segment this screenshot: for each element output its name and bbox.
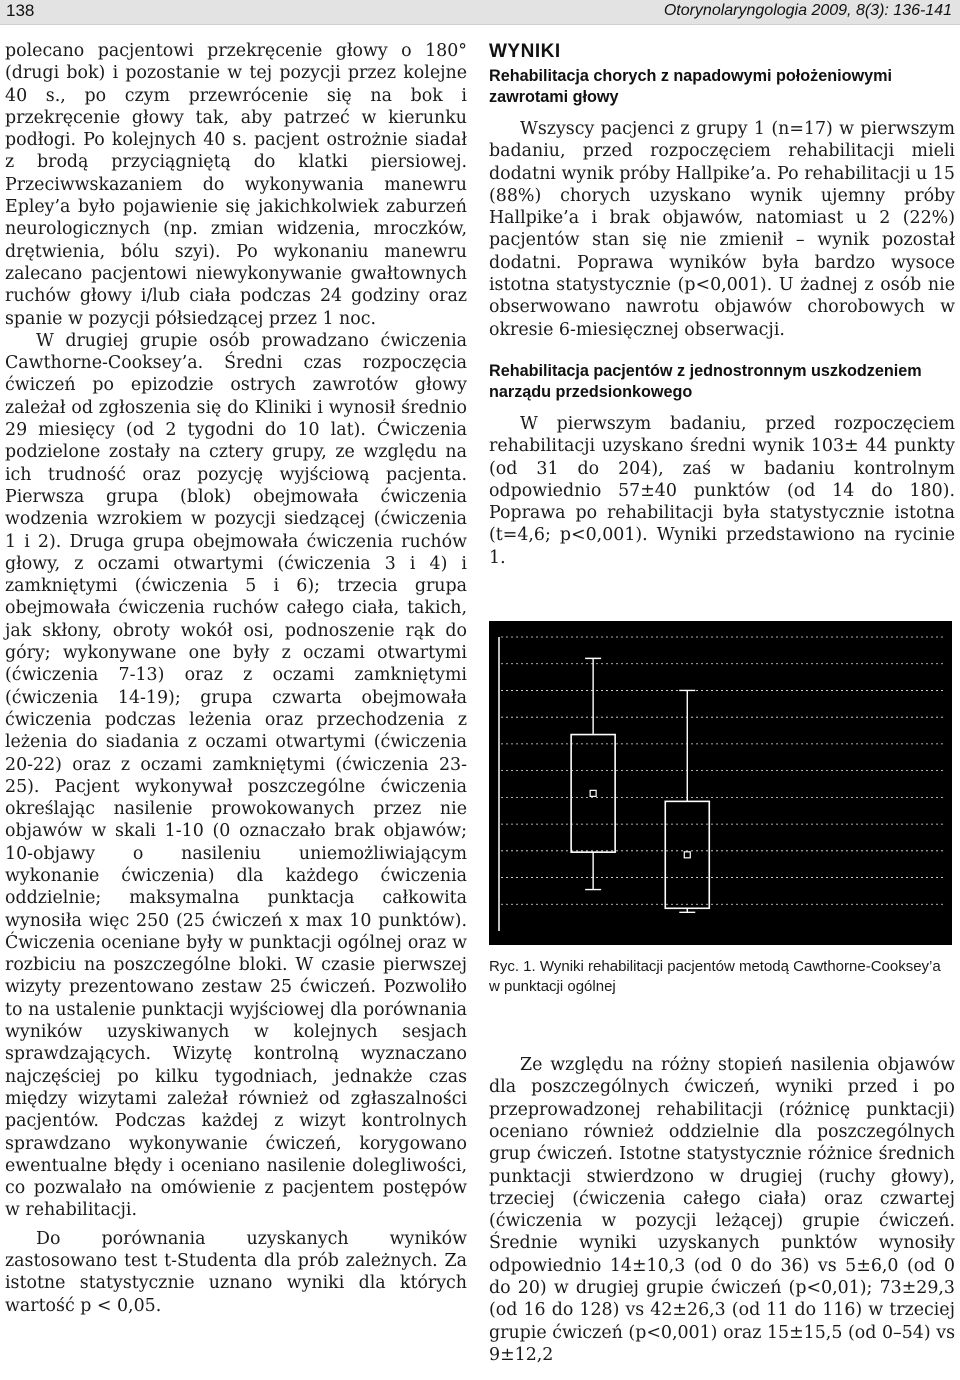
left-column <box>5 40 467 1317</box>
mean-marker <box>684 852 690 858</box>
body-paragraph: W drugiej grupie osób prowadzano ćwiczenia Cawthorne-Cooksey’a. Średni czas rozpoczęcia ćwiczeń po epizodzie ostrych zawrotów głowy zależał od zgłoszenia się do Kliniki i wynosił średnio 29 miesięcy (od 2 tygodni do 10 lat). Ćwiczenia podzielone zostały na cztery grupy, ze względu na ich trudność oraz pozycję wyjściową pacjenta. Pierwsza grupa (blok) obejmowała ćwiczenia wodzenia wzrokiem w pozycji siedzącej (ćwiczenia 1 i 2). Druga grupa obejmowała ćwiczenia ruchów głowy, z oczami otwartymi (ćwiczenia 3 i 4) i zamkniętymi (ćwiczenia 5 i 6); trzecia grupa obejmowała ćwiczenia ruchów całego ciała, takich, jak skłony, obroty wokół osi, podnoszenie rąk do góry; wykonywane one były z oczami otwartymi (ćwiczenia 7-13) oraz z oczami zamkniętymi (ćwiczenia 14-19); grupa czwarta obejmowała ćwiczenia podczas leżenia oraz przechodzenia z leżenia do siadania z oczami otwartymi (ćwiczenia 20-22) oraz z oczami zamkniętymi (ćwiczenia 23-25). Pacjent wykonywał poszczególne ćwiczenia określając nasilenie prowokowanych przez nie objawów w skali 1-10 (0 oznaczało brak objawów; 10-objawy o nasileniu uniemożliwiającym wykonanie ćwiczenia) dla każdego ćwiczenia oddzielnie; maksymalna punktacja całkowita wynosiła więc 250 (25 ćwiczeń x max 10 punktów). Ćwiczenia oceniane były w punktacji ogólnej oraz w rozbiciu na poszczególne bloki. W czasie pierwszej wizyty prezentowano zestaw 25 ćwiczeń. Pozwoliło to na ustalenie punktacji wyjściowej dla porównania wyników uzyskiwanych w kolejnych sesjach sprawdzających. Wizytę kontrolną wyznaczano najczęściej po kilku tygodniach, jednakże czas między wizytami zależał również od zgłaszalności pacjentów. Podczas każdej z wizyt kontrolnych sprawdzano wykonywanie ćwiczeń, korygowano ewentualne błędy i oceniano nasilenie dolegliwości, co pozwalało na omówienie z pacjentem postępów w rehabilitacji. <box>5 330 467 1221</box>
right-column <box>489 40 955 1366</box>
body-paragraph: polecano pacjentowi przekręcenie głowy o 180° (drugi bok) i pozostanie w tej pozycji przez kolejne 40 s., po czym przewrócenie się na bok i przekręcenie głowy tak, aby patrzeć w kierunku podłogi. Po kolejnych 40 s. pacjent ostrożnie siadał z brodą przyciągniętą do klatki piersiowej. Przeciwwskazaniem do wykonywania manewru Epley’a było pojawienie się jakichkolwiek zaburzeń neurologicznych (np. zmian widzenia, mroczków, drętwienia, bólu szyi). Po wykonaniu manewru zalecano pacjentowi niewykonywanie gwałtownych ruchów głowy i/lub ciała podczas 24 godziny oraz spanie w pozycji półsiedzącej przez 1 noc. <box>5 41 467 329</box>
subsection-heading: Rehabilitacja chorych z napadowymi położeniowymi zawrotami głowy <box>489 67 892 106</box>
subsection-heading: Rehabilitacja pacjentów z jednostronnym uszkodzeniem narządu przedsionkowego <box>489 361 922 401</box>
running-header <box>0 0 960 25</box>
boxplot-chart <box>489 621 952 945</box>
body-paragraph: Do porównania uzyskanych wyników zastosowano test t-Studenta dla prób zależnych. Za istotne statystycznie uznano wyniki dla których wartość p < 0,05. <box>5 1228 467 1316</box>
body-paragraph: Ze względu na różny stopień nasilenia objawów dla poszczególnych ćwiczeń, wyniki przed i po przeprowadzonej rehabilitacji (różnicę punktacji) oceniano również oddzielnie dla poszczególnych grup ćwiczeń. Istotne statystycznie różnice średnich punktacji stwierdzono w drugiej (ruchy głowy), trzeciej (ćwiczenia całego ciała) oraz czwartej (ćwiczenia w pozycji leżącej) grupie ćwiczeń. Średnie wyniki uzyskanych punktów wynosiły odpowiednio 14±10,3 (od 0 do 36) vs 5±6,0 (od 0 do 20) w drugiej grupie ćwiczeń (p<0,01); 73±29,3 (od 16 do 128) vs 42±26,3 (od 11 do 116) w trzeciej grupie ćwiczeń (p<0,001) oraz 15±15,5 (od 0–54) vs 9±12,2 <box>489 1055 955 1365</box>
box-sd <box>571 735 615 853</box>
page-number: 138 <box>6 1 35 20</box>
figure-caption: Ryc. 1. Wyniki rehabilitacji pacjentów metodą Cawthorne-Cooksey’a w punktacji ogólnej <box>489 958 941 996</box>
journal-reference: Otorynolaryngologia 2009, 8(3): 136-141 <box>663 2 952 19</box>
figure-boxplot <box>489 621 952 945</box>
box-sd <box>665 801 709 908</box>
body-paragraph: Wszyscy pacjenci z grupy 1 (n=17) w pierwszym badaniu, przed rozpoczęciem rehabilitacji mieli dodatni wynik próby Hallpike’a. Po rehabilitacji u 15 (88%) chorych uzyskano wynik ujemny próby Hallpike’a i brak objawów, natomiast u 2 (22%) pacjentów stan się nie zmienił – wynik pozostał dodatni. Poprawa wyników była bardzo wysoce istotna statystycznie (p<0,001). U żadnej z osób nie obserwowano nawrotu objawów chorobowych w okresie 6-miesięcznej obserwacji. <box>489 119 955 340</box>
mean-marker <box>590 790 596 796</box>
section-heading: WYNIKI <box>489 41 561 62</box>
body-paragraph: W pierwszym badaniu, przed rozpoczęciem rehabilitacji uzyskano średni wynik 103± 44 punkty (od 31 do 204), zaś w badaniu kontrolnym odpowiednio 57±40 punktów (od 14 do 180). Poprawa po rehabilitacji była statystycznie istotna (t=4,6; p<0,001). Wyniki przedstawiono na rycinie 1. <box>489 413 955 568</box>
